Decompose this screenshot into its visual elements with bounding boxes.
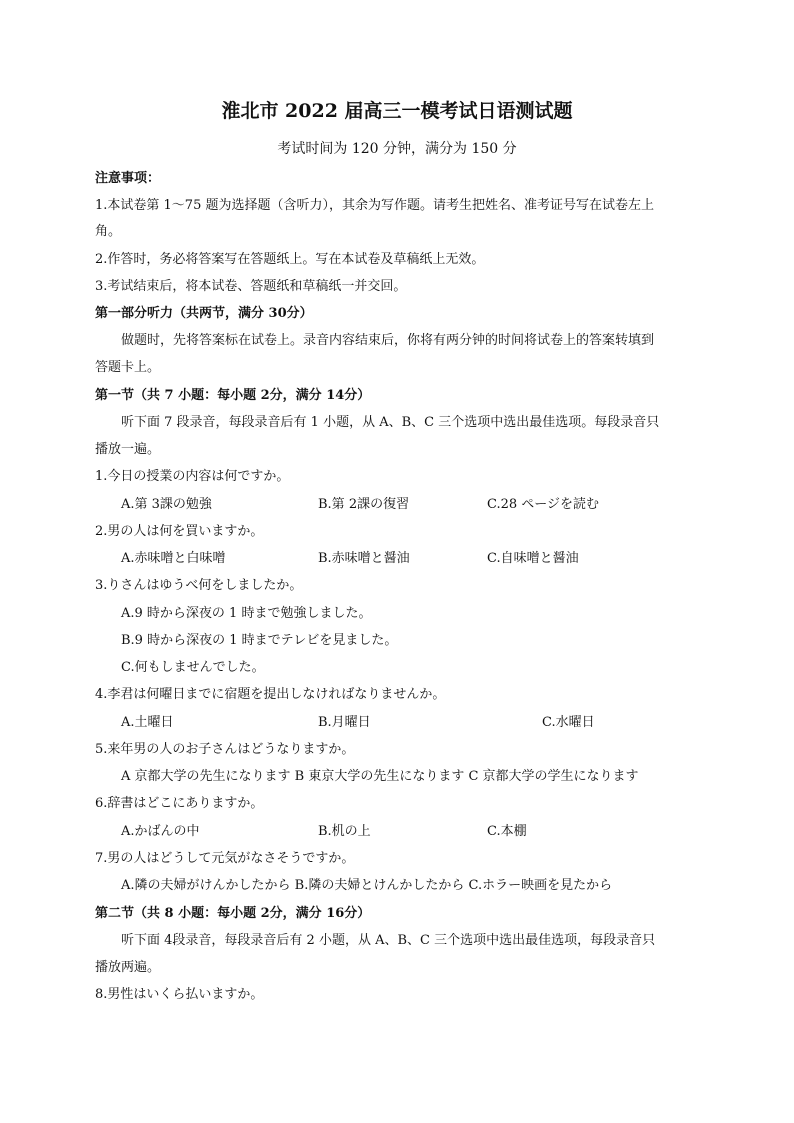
question-2-option-b: B.赤味噌と醤油 xyxy=(318,551,410,566)
question-2-option-a: A.赤味噌と白味噌 xyxy=(121,551,226,566)
question-6-option-c: C.本棚 xyxy=(487,824,527,839)
notes-item: 1.本试卷第 1～75 题为选择题（含听力），其余为写作题。请考生把姓名、准考证号写在试卷左上 xyxy=(95,198,654,213)
section1-instructions: 听下面 7 段录音，每段录音后有 1 小题，从 A、B、C 三个选项中选出最佳选项。每段录音只 xyxy=(121,415,660,430)
question-3-option-a: A.9 時から深夜の 1 時まで勉強しました。 xyxy=(121,606,372,621)
notes-item: 2.作答时，务必将答案写在答题纸上。写在本试卷及草稿纸上无效。 xyxy=(95,252,485,267)
question-3-option-c: C.何もしませんでした。 xyxy=(121,660,265,675)
notes-heading: 注意事项： xyxy=(95,171,161,186)
question-1: 1.今日の授業の内容は何ですか。 xyxy=(95,469,290,484)
section1-instructions-cont: 播放一遍。 xyxy=(95,442,161,457)
notes-item: 角。 xyxy=(95,224,122,239)
notes-item: 3.考试结束后，将本试卷、答题纸和草稿纸一并交回。 xyxy=(95,279,407,294)
question-1-option-a: A.第 3課の勉強 xyxy=(121,497,212,512)
question-7-options: A.隣の夫婦がけんかしたから B.隣の夫婦とけんかしたから C.ホラー映画を見たから xyxy=(121,878,613,893)
question-2: 2.男の人は何を買いますか。 xyxy=(95,524,264,539)
question-6-option-b: B.机の上 xyxy=(318,824,371,839)
exam-title: 淮北市 2022 届高三一模考试日语测试题 xyxy=(221,100,573,122)
question-4-option-a: A.土曜日 xyxy=(121,715,174,730)
section2-heading: 第二节（共 8 小题：每小题 2分，满分 16分） xyxy=(95,906,371,921)
section2-instructions: 听下面 4段录音，每段录音后有 2 小题，从 A、B、C 三个选项中选出最佳选项，每段录音只 xyxy=(121,933,656,948)
question-5-options: A 京都大学の先生になります B 東京大学の先生になります C 京都大学の学生になります xyxy=(121,769,639,784)
question-5: 5.来年男の人のお子さんはどうなりますか。 xyxy=(95,742,355,757)
section1-heading: 第一节（共 7 小题：每小题 2分，满分 14分） xyxy=(95,388,371,403)
question-2-option-c: C.自味噌と醤油 xyxy=(487,551,579,566)
exam-subtitle: 考试时间为 120 分钟，满分为 150 分 xyxy=(277,141,517,157)
question-4-option-b: B.月曜日 xyxy=(318,715,371,730)
question-6: 6.辞書はどこにありますか。 xyxy=(95,796,264,811)
part1-instructions-cont: 答题卡上。 xyxy=(95,360,161,375)
question-6-option-a: A.かばんの中 xyxy=(121,824,200,839)
question-8: 8.男性はいくら払いますか。 xyxy=(95,987,264,1002)
question-4: 4.李君は何曜日までに宿題を提出しなければなりませんか。 xyxy=(95,687,446,702)
question-1-option-b: B.第 2課の復習 xyxy=(318,497,410,512)
part1-instructions: 做题时，先将答案标在试卷上。录音内容结束后，你将有两分钟的时间将试卷上的答案转填到 xyxy=(121,333,655,348)
question-7: 7.男の人はどうして元気がなさそうですか。 xyxy=(95,851,355,866)
question-4-option-c: C.水曜日 xyxy=(542,715,595,730)
part1-heading: 第一部分听力（共两节，满分 30分） xyxy=(95,306,313,321)
question-3-option-b: B.9 時から深夜の 1 時までテレビを見ました。 xyxy=(121,633,398,648)
section2-instructions-cont: 播放两遍。 xyxy=(95,960,161,975)
question-3: 3.りさんはゆうべ何をしましたか。 xyxy=(95,578,303,593)
question-1-option-c: C.28 ページを読む xyxy=(487,497,600,512)
